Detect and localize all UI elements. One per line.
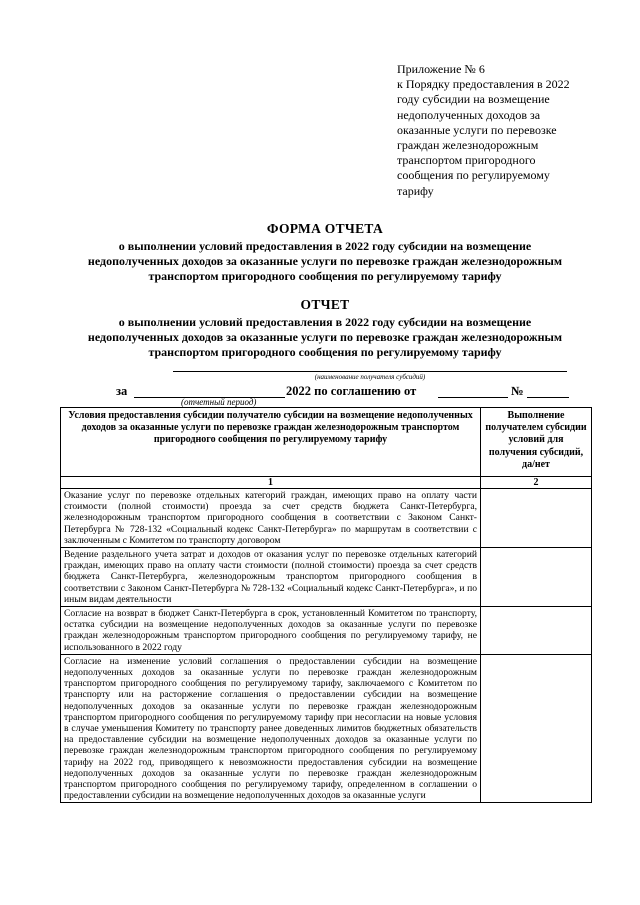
column-number: 1 bbox=[61, 477, 481, 489]
fulfilment-cell[interactable] bbox=[481, 489, 592, 548]
conditions-table bbox=[60, 407, 592, 803]
period-prefix: за bbox=[116, 384, 128, 398]
report-subtitle-line: транспортом пригородного сообщения по регулируемому тарифу bbox=[148, 345, 502, 359]
table-header-row bbox=[61, 408, 592, 477]
report-subtitle-line: о выполнении условий предоставления в 2022 году субсидии на возмещение bbox=[118, 315, 532, 329]
column-number: 2 bbox=[481, 477, 592, 489]
header-conditions: Условия предоставления субсидии получателю субсидии на возмещение недополученных доходов за оказанные услуги по перевозке граждан железнодорожным транспортом пригородного сообщения по регулируемому тарифу bbox=[61, 408, 481, 477]
form-subtitle-line: транспортом пригородного сообщения по регулируемому тарифу bbox=[148, 269, 502, 283]
fulfilment-cell[interactable] bbox=[481, 654, 592, 803]
appendix-line: оказанные услуги по перевозке bbox=[397, 122, 557, 137]
condition-cell: Ведение раздельного учета затрат и доходов от оказания услуг по перевозке отдельных категорий граждан, имеющих право на оплату части стоимости (полной стоимости) проезда за счет средств бюджета Санкт-Петербурга, железнодорожным транспортом пригородного сообщения в соответствии с Законом Санкт-Петербурга № 728-132 «Социальный кодекс Санкт-Петербурга», и по иным видам деятельности bbox=[61, 548, 481, 607]
appendix-line: тарифу bbox=[397, 183, 434, 198]
appendix-block bbox=[397, 62, 597, 199]
table-row bbox=[61, 654, 592, 803]
appendix-line: сообщения по регулируемому bbox=[397, 168, 550, 183]
form-subtitle-line: о выполнении условий предоставления в 2022 году субсидии на возмещение bbox=[118, 239, 532, 253]
appendix-line: Приложение № 6 bbox=[397, 62, 485, 76]
condition-cell: Оказание услуг по перевозке отдельных категорий граждан, имеющих право на оплату части стоимости (полной стоимости) проезда за счет средств бюджета Санкт-Петербурга, железнодорожным транспортом пригородного сообщения в соответствии с Законом Санкт-Петербурга № 728-132 «Социальный кодекс Санкт-Петербурга» по маршрутам в соответствии с заключенным с Комитетом по транспорту договором bbox=[61, 489, 481, 548]
table-row bbox=[61, 607, 592, 655]
fulfilment-cell[interactable] bbox=[481, 548, 592, 607]
column-number-row bbox=[61, 477, 592, 489]
condition-cell: Согласие на возврат в бюджет Санкт-Петербурга в срок, установленный Комитетом по транспорту, остатка субсидии на возмещение недополученных доходов за оказанные услуги по перевозке граждан железнодорожным транспортом пригородного сообщения по регулируемому тарифу, не использованного в 2022 году bbox=[61, 607, 481, 655]
report-title: ОТЧЕТ bbox=[300, 297, 350, 312]
appendix-line: транспортом пригородного bbox=[397, 153, 536, 168]
recipient-name-line[interactable] bbox=[173, 371, 567, 372]
header-fulfilment: Выполнение получателем субсидии условий для получения субсидий, да/нет bbox=[481, 408, 592, 477]
agreement-date-field[interactable] bbox=[438, 397, 508, 398]
fulfilment-cell[interactable] bbox=[481, 607, 592, 655]
appendix-line: году субсидии на возмещение bbox=[397, 92, 550, 107]
table-row bbox=[61, 548, 592, 607]
form-subtitle bbox=[60, 239, 590, 284]
period-row bbox=[0, 384, 640, 402]
condition-cell: Согласие на изменение условий соглашения о предоставлении субсидии на возмещение недополученных доходов за оказанные услуги по перевозке граждан железнодорожным транспортом пригородного сообщения по регулируемому тарифу, заключаемого с Комитетом по транспорту или на расторжение соглашения о предоставлении субсидии на возмещение недополученных доходов за оказанные услуги по перевозке граждан железнодорожным транспортом пригородного сообщения по регулируемому тарифу при несогласии на новые условия в случае уменьшения Комитету по транспорту ранее доведенных лимитов бюджетных обязательств на предоставление субсидии на возмещение недополученных доходов за оказанные услуги по перевозке граждан железнодорожным транспортом пригородного сообщения по регулируемому тарифу на 2022 год, приводящего к невозможности предоставления субсидии на возмещение недополученных доходов за оказанные услуги по перевозке граждан железнодорожным транспортом пригородного сообщения по регулируемому тарифу, определенном в соглашении о предоставлении субсидии на возмещение недополученных доходов за оказанные услуги bbox=[61, 654, 481, 803]
agreement-number-field[interactable] bbox=[527, 397, 569, 398]
report-heading bbox=[60, 297, 590, 360]
table-row bbox=[61, 489, 592, 548]
report-subtitle-line: недополученных доходов за оказанные услуги по перевозке граждан железнодорожным bbox=[87, 330, 563, 344]
form-subtitle-line: недополученных доходов за оказанные услуги по перевозке граждан железнодорожным bbox=[87, 254, 563, 268]
report-subtitle bbox=[60, 315, 590, 360]
agreement-label: 2022 по соглашению от bbox=[286, 384, 417, 398]
appendix-line: недополученных доходов за bbox=[397, 107, 541, 122]
appendix-line: граждан железнодорожным bbox=[397, 138, 539, 153]
form-title: ФОРМА ОТЧЕТА bbox=[266, 221, 384, 236]
agreement-number-sign: № bbox=[511, 384, 524, 398]
recipient-caption: (наименование получателя субсидий) bbox=[314, 373, 426, 381]
period-caption: (отчетный период) bbox=[181, 397, 257, 407]
form-heading bbox=[60, 221, 590, 284]
appendix-line: к Порядку предоставления в 2022 bbox=[397, 77, 570, 92]
